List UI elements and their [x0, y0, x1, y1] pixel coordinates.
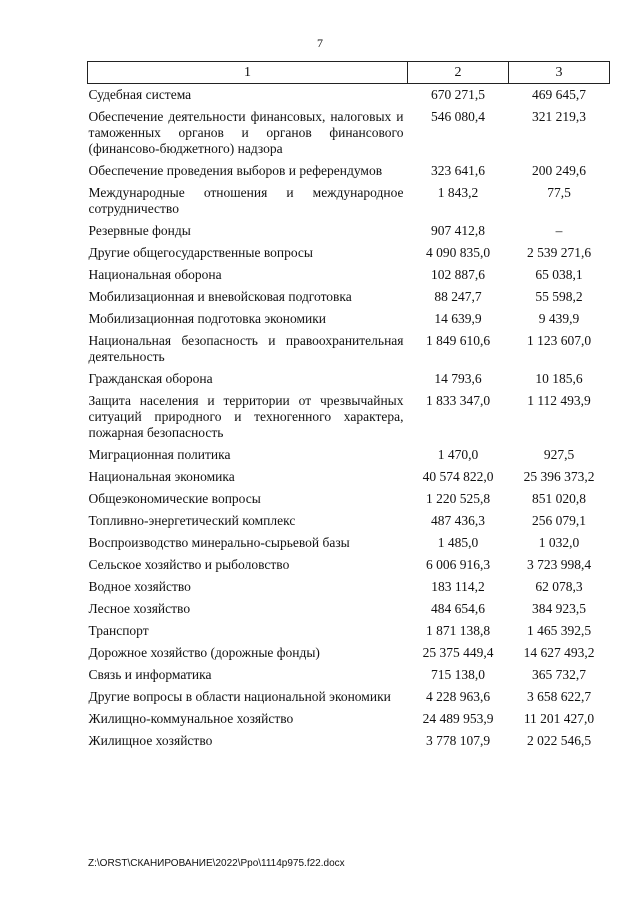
- header-row: [88, 62, 610, 84]
- row-value-2: 4 228 963,6: [425, 689, 491, 704]
- row-label: Гражданская оборона: [88, 371, 213, 386]
- row-value-3: 25 396 373,2: [523, 469, 595, 484]
- table-row: [88, 160, 610, 182]
- header-col-2: 2: [408, 62, 509, 84]
- table-row: [88, 708, 610, 730]
- row-value-3: 3 658 622,7: [526, 689, 592, 704]
- row-value-3: 2 022 546,5: [526, 733, 592, 748]
- row-value-3: 62 078,3: [535, 579, 583, 594]
- row-value-3: 1 032,0: [538, 535, 580, 550]
- row-value-3: 3 723 998,4: [526, 557, 592, 572]
- row-value-2: 715 138,0: [431, 667, 485, 682]
- row-value-3: 200 249,6: [532, 163, 586, 178]
- table-row: [88, 576, 610, 598]
- row-label: Лесное хозяйство: [88, 601, 191, 616]
- row-value-2: 907 412,8: [431, 223, 485, 238]
- row-value-2: 1 220 525,8: [425, 491, 491, 506]
- row-value-2: 102 887,6: [431, 267, 485, 282]
- row-value-2: 14 793,6: [434, 371, 482, 386]
- table-header: [88, 62, 610, 84]
- row-label: Резервные фонды: [88, 223, 191, 238]
- row-label: Сельское хозяйство и рыболовство: [88, 557, 290, 572]
- row-label: Миграционная политика: [88, 447, 231, 462]
- table-row: [88, 686, 610, 708]
- row-label: Воспроизводство минерально-сырьевой базы: [88, 535, 350, 550]
- row-value-3: 55 598,2: [535, 289, 583, 304]
- table-row: [88, 308, 610, 330]
- table-row: [88, 330, 610, 368]
- row-value-2: 323 641,6: [431, 163, 485, 178]
- row-value-2: 6 006 916,3: [425, 557, 491, 572]
- row-label: Жилищное хозяйство: [88, 733, 213, 748]
- row-value-2: 3 778 107,9: [425, 733, 491, 748]
- table-row: [88, 182, 610, 220]
- table-row: [88, 220, 610, 242]
- table-row: [88, 106, 610, 160]
- row-value-2: 88 247,7: [434, 289, 482, 304]
- row-value-3: 14 627 493,2: [523, 645, 595, 660]
- row-label: Мобилизационная и вневойсковая подготовка: [88, 289, 352, 304]
- row-label: Другие общегосударственные вопросы: [88, 245, 313, 260]
- page-number: 7: [317, 36, 323, 50]
- row-value-3: 927,5: [543, 447, 575, 462]
- row-value-3: 469 645,7: [532, 87, 586, 102]
- row-value-2: 487 436,3: [431, 513, 485, 528]
- row-value-2: 546 080,4: [431, 109, 485, 124]
- row-value-2: 183 114,2: [431, 579, 485, 594]
- table-row: [88, 642, 610, 664]
- row-value-3: –: [555, 223, 563, 238]
- row-value-3: 1 123 607,0: [526, 333, 592, 348]
- row-label: Обеспечение проведения выборов и референдумов: [88, 163, 383, 178]
- row-value-3: 256 079,1: [532, 513, 586, 528]
- row-value-2: 670 271,5: [431, 87, 485, 102]
- table-body: [88, 84, 610, 753]
- table-row: [88, 730, 610, 752]
- row-value-2: 1 485,0: [437, 535, 479, 550]
- table-row: [88, 390, 610, 444]
- row-label: Общеэкономические вопросы: [88, 491, 261, 506]
- row-value-3: 321 219,3: [532, 109, 586, 124]
- table-row: [88, 554, 610, 576]
- table-row: [88, 598, 610, 620]
- table-row: [88, 264, 610, 286]
- row-value-2: 1 871 138,8: [425, 623, 491, 638]
- row-value-3: 65 038,1: [535, 267, 583, 282]
- row-value-2: 1 849 610,6: [425, 333, 491, 348]
- row-value-2: 4 090 835,0: [425, 245, 491, 260]
- row-value-3: 2 539 271,6: [526, 245, 592, 260]
- header-col-3: 3: [509, 62, 610, 84]
- row-value-2: 1 843,2: [437, 185, 479, 200]
- row-label: Национальная безопасность и правоохранительная деятельность: [88, 333, 404, 364]
- row-label: Защита населения и территории от чрезвычайных ситуаций природного и техногенного характера, пожарная безопасность: [88, 393, 404, 440]
- row-label: Дорожное хозяйство (дорожные фонды): [88, 645, 320, 660]
- budget-table: [87, 61, 610, 752]
- row-value-3: 10 185,6: [535, 371, 583, 386]
- table-row: [88, 84, 610, 107]
- table-row: [88, 620, 610, 642]
- row-label: Жилищно-коммунальное хозяйство: [88, 711, 294, 726]
- header-col-1: 1: [88, 62, 408, 84]
- file-path-footer: Z:\ORST\СКАНИРОВАНИЕ\2022\Ppo\1114p975.f22.docx: [88, 858, 345, 869]
- table-row: [88, 488, 610, 510]
- table-row: [88, 444, 610, 466]
- table-row: [88, 532, 610, 554]
- row-value-3: 365 732,7: [532, 667, 586, 682]
- table-row: [88, 242, 610, 264]
- row-label: Другие вопросы в области национальной экономики: [88, 689, 391, 704]
- row-label: Судебная система: [88, 87, 192, 102]
- table-row: [88, 466, 610, 488]
- row-label: Мобилизационная подготовка экономики: [88, 311, 327, 326]
- row-value-2: 1 470,0: [437, 447, 479, 462]
- row-value-2: 40 574 822,0: [422, 469, 494, 484]
- row-label: Национальная экономика: [88, 469, 235, 484]
- table-row: [88, 286, 610, 308]
- row-label: Связь и информатика: [88, 667, 212, 682]
- table-row: [88, 510, 610, 532]
- row-label: Национальная оборона: [88, 267, 222, 282]
- table-row: [88, 664, 610, 686]
- row-value-3: 384 923,5: [532, 601, 586, 616]
- row-value-3: 851 020,8: [532, 491, 586, 506]
- row-value-3: 1 465 392,5: [526, 623, 592, 638]
- row-label: Водное хозяйство: [88, 579, 191, 594]
- row-value-3: 11 201 427,0: [523, 711, 595, 726]
- row-label: Обеспечение деятельности финансовых, налоговых и таможенных органов и органов финансового (финансово-бюджетного) надзора: [88, 109, 404, 156]
- row-value-2: 1 833 347,0: [425, 393, 491, 408]
- row-label: Международные отношения и международное сотрудничество: [88, 185, 404, 216]
- row-label: Топливно-энергетический комплекс: [88, 513, 296, 528]
- row-value-2: 24 489 953,9: [422, 711, 494, 726]
- row-value-2: 25 375 449,4: [422, 645, 494, 660]
- row-value-3: 77,5: [547, 185, 571, 200]
- row-value-2: 484 654,6: [431, 601, 485, 616]
- row-value-3: 1 112 493,9: [527, 393, 591, 408]
- row-value-3: 9 439,9: [538, 311, 580, 326]
- table-row: [88, 368, 610, 390]
- row-label: Транспорт: [88, 623, 149, 638]
- row-value-2: 14 639,9: [434, 311, 482, 326]
